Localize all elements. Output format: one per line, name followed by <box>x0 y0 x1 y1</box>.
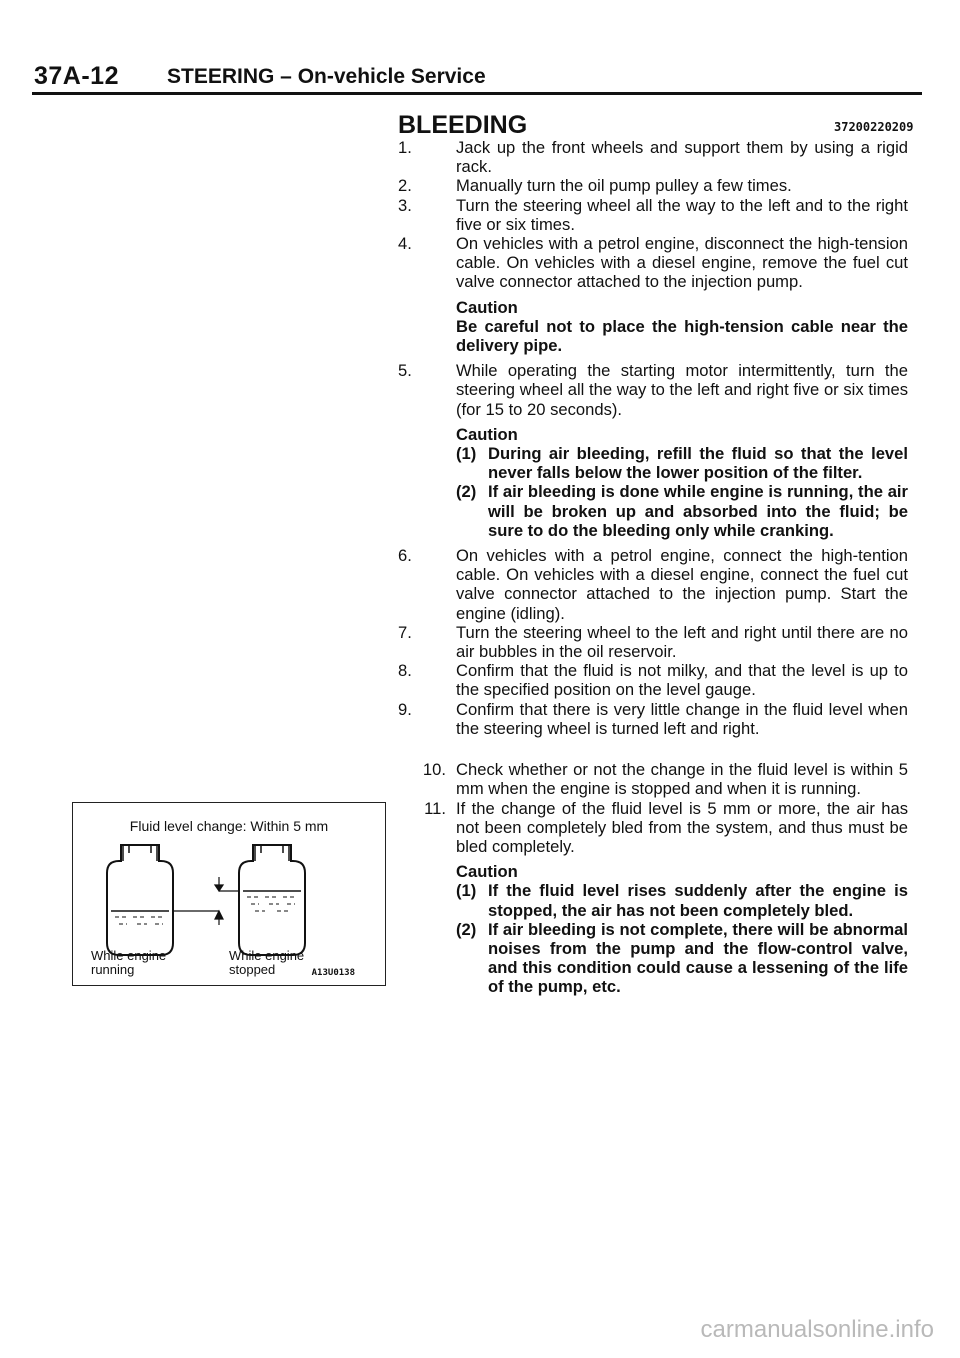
caution-high-tension <box>456 298 908 356</box>
section-code: 37200220209 <box>834 120 914 134</box>
caution-item <box>456 881 908 919</box>
step-number: 10. <box>422 760 446 780</box>
step-number: 2. <box>398 176 412 196</box>
caution-item <box>456 482 908 540</box>
caution-item <box>456 920 908 997</box>
step-11 <box>398 799 908 857</box>
step-number: 4. <box>398 234 412 254</box>
step-text: Check whether or not the change in the fluid level is within 5 mm when the engine is stopped and when it is running. <box>456 760 908 799</box>
caution-item <box>456 444 908 482</box>
step-text: On vehicles with a petrol engine, connect the high-tention cable. On vehicles with a diesel engine, connect the fuel cut valve connector attached to the injection pump. Start the engine (idling). <box>456 546 908 623</box>
step-4 <box>398 234 908 292</box>
figure-title: Fluid level change: Within 5 mm <box>129 818 329 834</box>
caution-title: Caution <box>456 862 518 882</box>
step-text: If the change of the fluid level is 5 mm or more, the air has not been completely bled from the system, and thus must be bled completely. <box>456 798 908 856</box>
caution-item-text: During air bleeding, refill the fluid so that the level never falls below the lower position of the filter. <box>488 444 908 483</box>
step-text: On vehicles with a petrol engine, disconnect the high-tension cable. On vehicles with a diesel engine, remove the fuel cut valve connector attached to the injection pump. <box>456 234 908 292</box>
step-text: While operating the starting motor intermittently, turn the steering wheel all the way to the left and right five or six times (for 15 to 20 seconds). <box>456 361 908 419</box>
procedure-text <box>398 138 908 1003</box>
step-8 <box>398 661 908 699</box>
caution-text: Be careful not to place the high-tension cable near the delivery pipe. <box>456 316 908 356</box>
step-number: 6. <box>398 546 412 566</box>
step-3 <box>398 196 908 234</box>
step-text: Manually turn the oil pump pulley a few times. <box>456 176 792 196</box>
label-stopped-line2: stopped <box>229 962 276 977</box>
caution-item-text: If air bleeding is done while engine is running, the air will be broken up and absorbed into the fluid; be sure to do the bleeding only while cranking. <box>488 482 908 540</box>
step-9 <box>398 700 908 738</box>
caution-item-number: (2) <box>456 482 477 502</box>
step-10 <box>398 760 908 798</box>
chapter-title: STEERING – On-vehicle Service <box>167 65 486 88</box>
step-5 <box>398 361 908 419</box>
caution-item-number: (1) <box>456 444 477 464</box>
step-2 <box>398 176 908 195</box>
caution-air-bleeding <box>456 425 908 540</box>
reservoir-stopped <box>239 845 305 955</box>
step-text: Confirm that the fluid is not milky, and that the level is up to the specified position on the level gauge. <box>456 661 908 700</box>
fluid-level-figure <box>72 802 386 986</box>
label-running-line2: running <box>91 962 135 977</box>
step-text: Turn the steering wheel to the left and right until there are no air bubbles in the oil reservoir. <box>456 622 908 662</box>
watermark: carmanualsonline.info <box>700 1316 934 1343</box>
label-stopped <box>229 949 304 977</box>
step-number: 9. <box>398 699 412 719</box>
caution-item-text: If the fluid level rises suddenly after the engine is stopped, the air has not been completely bled. <box>488 881 908 920</box>
step-text: Turn the steering wheel all the way to the left and to the right five or six times. <box>456 195 908 234</box>
caution-item-number: (2) <box>456 919 477 939</box>
step-text: Confirm that there is very little change in the fluid level when the steering wheel is turned left and right. <box>456 699 908 738</box>
step-7 <box>398 623 908 661</box>
step-1 <box>398 138 908 176</box>
caution-item-number: (1) <box>456 881 477 901</box>
page-header <box>32 56 922 95</box>
step-number: 11. <box>424 798 446 818</box>
caution-title: Caution <box>456 424 518 444</box>
caution-item-text: If air bleeding is not complete, there will be abnormal noises from the pump and the flow-control valve, and this condition could cause a lessening of the life of the pump, etc. <box>488 919 908 997</box>
step-number: 8. <box>398 661 412 681</box>
page-number: 37A-12 <box>34 62 119 90</box>
caution-fluid-level <box>456 862 908 996</box>
step-number: 7. <box>398 622 412 642</box>
level-difference-indicator <box>173 877 239 925</box>
reservoir-running <box>107 845 173 955</box>
step-text: Jack up the front wheels and support them by using a rigid rack. <box>456 138 908 177</box>
label-running-line1: While engine <box>91 948 167 963</box>
step-6 <box>398 546 908 623</box>
figure-code: A13U0138 <box>311 968 355 978</box>
step-number: 5. <box>398 361 412 381</box>
label-stopped-line1: While engine <box>229 948 305 963</box>
label-running <box>91 949 166 977</box>
step-number: 1. <box>398 138 412 157</box>
section-title: BLEEDING <box>398 111 528 139</box>
caution-title: Caution <box>456 297 518 317</box>
step-number: 3. <box>398 195 412 215</box>
